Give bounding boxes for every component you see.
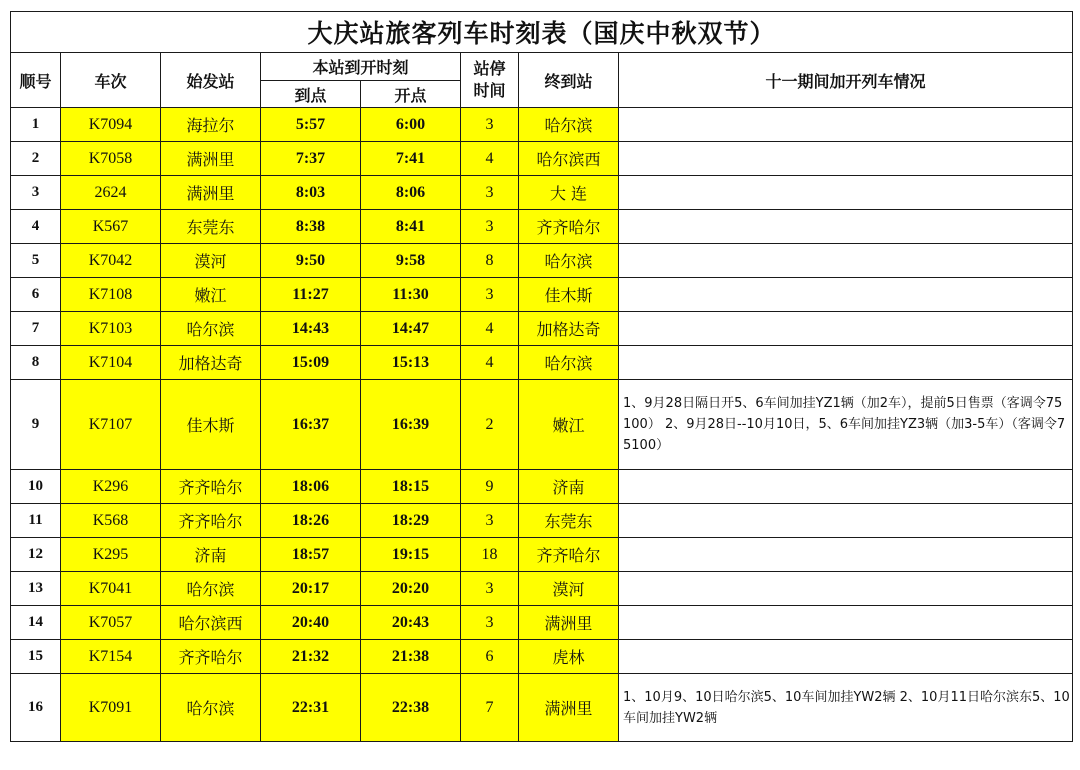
header-depart: 开点 <box>361 81 461 108</box>
table-row <box>11 278 1073 312</box>
arrival-time: 22:31 <box>261 674 361 742</box>
train-number: 2624 <box>61 176 161 210</box>
destination-station: 满洲里 <box>519 674 619 742</box>
origin-station: 济南 <box>161 538 261 572</box>
train-number: K7041 <box>61 572 161 606</box>
train-number: K7058 <box>61 142 161 176</box>
table-row <box>11 380 1073 470</box>
destination-station: 大 连 <box>519 176 619 210</box>
departure-time: 18:15 <box>361 470 461 504</box>
stop-duration: 4 <box>461 142 519 176</box>
row-index: 8 <box>11 346 61 380</box>
header-index: 顺号 <box>11 53 61 108</box>
stop-duration: 3 <box>461 504 519 538</box>
row-index: 14 <box>11 606 61 640</box>
arrival-time: 18:06 <box>261 470 361 504</box>
row-index: 3 <box>11 176 61 210</box>
header-stop: 站停 时间 <box>461 53 519 108</box>
table-row <box>11 470 1073 504</box>
departure-time: 16:39 <box>361 380 461 470</box>
table-row <box>11 244 1073 278</box>
departure-time: 22:38 <box>361 674 461 742</box>
row-index: 16 <box>11 674 61 742</box>
header-arrive: 到点 <box>261 81 361 108</box>
departure-time: 7:41 <box>361 142 461 176</box>
departure-time: 15:13 <box>361 346 461 380</box>
extra-service-notes <box>619 176 1073 210</box>
extra-service-notes <box>619 278 1073 312</box>
stop-duration: 3 <box>461 176 519 210</box>
extra-service-notes <box>619 640 1073 674</box>
extra-service-notes <box>619 142 1073 176</box>
destination-station: 加格达奇 <box>519 312 619 346</box>
departure-time: 20:43 <box>361 606 461 640</box>
destination-station: 东莞东 <box>519 504 619 538</box>
stop-duration: 4 <box>461 346 519 380</box>
extra-service-notes <box>619 210 1073 244</box>
row-index: 10 <box>11 470 61 504</box>
destination-station: 佳木斯 <box>519 278 619 312</box>
extra-service-notes <box>619 470 1073 504</box>
table-row <box>11 674 1073 742</box>
destination-station: 漠河 <box>519 572 619 606</box>
origin-station: 齐齐哈尔 <box>161 640 261 674</box>
destination-station: 齐齐哈尔 <box>519 210 619 244</box>
table-row <box>11 210 1073 244</box>
departure-time: 11:30 <box>361 278 461 312</box>
row-index: 11 <box>11 504 61 538</box>
origin-station: 佳木斯 <box>161 380 261 470</box>
timetable-title: 大庆站旅客列车时刻表（国庆中秋双节） <box>11 12 1073 53</box>
row-index: 2 <box>11 142 61 176</box>
extra-service-notes <box>619 346 1073 380</box>
header-origin: 始发站 <box>161 53 261 108</box>
destination-station: 满洲里 <box>519 606 619 640</box>
stop-duration: 3 <box>461 210 519 244</box>
table-row <box>11 346 1073 380</box>
arrival-time: 20:17 <box>261 572 361 606</box>
extra-service-notes: 1、9月28日隔日开5、6车间加挂YZ1辆（加2车），提前5日售票（客调令75100） 2、9月28日--10月10日，5、6车间加挂YZ3辆（加3-5车）（客调令75100） <box>619 380 1073 470</box>
origin-station: 嫩江 <box>161 278 261 312</box>
departure-time: 6:00 <box>361 108 461 142</box>
departure-time: 8:41 <box>361 210 461 244</box>
origin-station: 哈尔滨西 <box>161 606 261 640</box>
origin-station: 加格达奇 <box>161 346 261 380</box>
extra-service-notes <box>619 572 1073 606</box>
train-number: K7104 <box>61 346 161 380</box>
extra-service-notes <box>619 538 1073 572</box>
row-index: 6 <box>11 278 61 312</box>
origin-station: 海拉尔 <box>161 108 261 142</box>
stop-duration: 2 <box>461 380 519 470</box>
extra-service-notes <box>619 504 1073 538</box>
extra-service-notes: 1、10月9、10日哈尔滨5、10车间加挂YW2辆 2、10月11日哈尔滨东5、10车间加挂YW2辆 <box>619 674 1073 742</box>
train-number: K568 <box>61 504 161 538</box>
stop-duration: 9 <box>461 470 519 504</box>
destination-station: 哈尔滨 <box>519 346 619 380</box>
arrival-time: 9:50 <box>261 244 361 278</box>
origin-station: 东莞东 <box>161 210 261 244</box>
destination-station: 哈尔滨 <box>519 244 619 278</box>
stop-duration: 18 <box>461 538 519 572</box>
origin-station: 漠河 <box>161 244 261 278</box>
origin-station: 满洲里 <box>161 176 261 210</box>
extra-service-notes <box>619 244 1073 278</box>
row-index: 12 <box>11 538 61 572</box>
table-row <box>11 504 1073 538</box>
destination-station: 嫩江 <box>519 380 619 470</box>
destination-station: 齐齐哈尔 <box>519 538 619 572</box>
header-train: 车次 <box>61 53 161 108</box>
departure-time: 9:58 <box>361 244 461 278</box>
origin-station: 哈尔滨 <box>161 674 261 742</box>
extra-service-notes <box>619 108 1073 142</box>
table-row <box>11 108 1073 142</box>
row-index: 1 <box>11 108 61 142</box>
departure-time: 20:20 <box>361 572 461 606</box>
origin-station: 哈尔滨 <box>161 312 261 346</box>
origin-station: 齐齐哈尔 <box>161 504 261 538</box>
arrival-time: 5:57 <box>261 108 361 142</box>
train-number: K7108 <box>61 278 161 312</box>
table-row <box>11 142 1073 176</box>
arrival-time: 11:27 <box>261 278 361 312</box>
stop-duration: 6 <box>461 640 519 674</box>
departure-time: 14:47 <box>361 312 461 346</box>
departure-time: 19:15 <box>361 538 461 572</box>
header-times-group: 本站到开时刻 <box>261 53 461 81</box>
destination-station: 哈尔滨 <box>519 108 619 142</box>
extra-service-notes <box>619 312 1073 346</box>
table-row <box>11 312 1073 346</box>
table-row <box>11 176 1073 210</box>
stop-duration: 3 <box>461 606 519 640</box>
train-number: K567 <box>61 210 161 244</box>
arrival-time: 14:43 <box>261 312 361 346</box>
train-number: K7057 <box>61 606 161 640</box>
stop-duration: 3 <box>461 278 519 312</box>
arrival-time: 18:57 <box>261 538 361 572</box>
arrival-time: 15:09 <box>261 346 361 380</box>
table-row <box>11 640 1073 674</box>
stop-duration: 3 <box>461 572 519 606</box>
table-row <box>11 538 1073 572</box>
origin-station: 哈尔滨 <box>161 572 261 606</box>
row-index: 4 <box>11 210 61 244</box>
destination-station: 虎林 <box>519 640 619 674</box>
header-notes: 十一期间加开列车情况 <box>619 53 1073 108</box>
destination-station: 哈尔滨西 <box>519 142 619 176</box>
departure-time: 21:38 <box>361 640 461 674</box>
arrival-time: 8:38 <box>261 210 361 244</box>
table-row <box>11 606 1073 640</box>
stop-duration: 8 <box>461 244 519 278</box>
row-index: 7 <box>11 312 61 346</box>
stop-duration: 3 <box>461 108 519 142</box>
arrival-time: 16:37 <box>261 380 361 470</box>
train-number: K7107 <box>61 380 161 470</box>
table-row <box>11 572 1073 606</box>
train-number: K296 <box>61 470 161 504</box>
row-index: 9 <box>11 380 61 470</box>
timetable <box>10 11 1073 742</box>
arrival-time: 21:32 <box>261 640 361 674</box>
arrival-time: 7:37 <box>261 142 361 176</box>
arrival-time: 20:40 <box>261 606 361 640</box>
arrival-time: 18:26 <box>261 504 361 538</box>
stop-duration: 4 <box>461 312 519 346</box>
row-index: 13 <box>11 572 61 606</box>
train-number: K7091 <box>61 674 161 742</box>
train-number: K7094 <box>61 108 161 142</box>
extra-service-notes <box>619 606 1073 640</box>
header-destination: 终到站 <box>519 53 619 108</box>
destination-station: 济南 <box>519 470 619 504</box>
departure-time: 18:29 <box>361 504 461 538</box>
train-number: K7042 <box>61 244 161 278</box>
train-number: K295 <box>61 538 161 572</box>
arrival-time: 8:03 <box>261 176 361 210</box>
train-number: K7103 <box>61 312 161 346</box>
row-index: 5 <box>11 244 61 278</box>
train-number: K7154 <box>61 640 161 674</box>
origin-station: 齐齐哈尔 <box>161 470 261 504</box>
departure-time: 8:06 <box>361 176 461 210</box>
origin-station: 满洲里 <box>161 142 261 176</box>
row-index: 15 <box>11 640 61 674</box>
stop-duration: 7 <box>461 674 519 742</box>
